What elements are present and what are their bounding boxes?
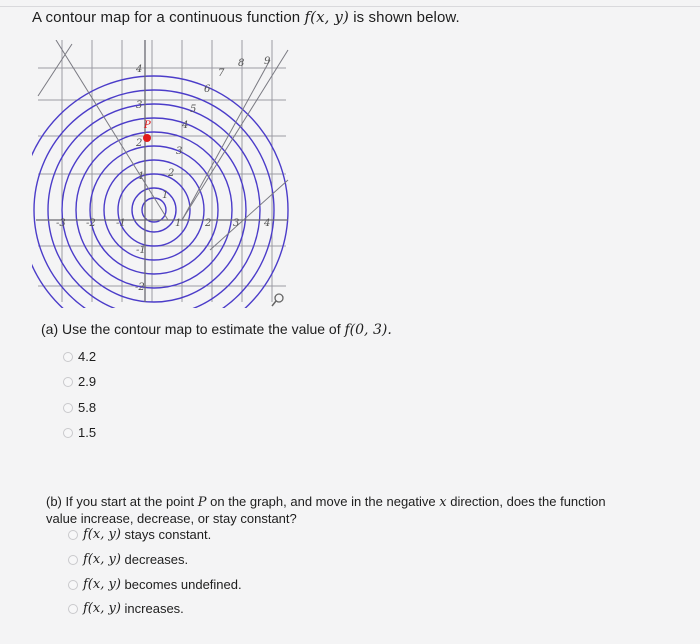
y-tick-3: 3 xyxy=(136,100,143,111)
contour-label-6: 6 xyxy=(204,84,211,95)
radio-button[interactable] xyxy=(68,530,78,540)
intro-suffix: is shown below. xyxy=(353,9,460,26)
radio-button[interactable] xyxy=(63,377,73,387)
question-a-prompt xyxy=(41,321,392,338)
option-b-2[interactable] xyxy=(68,552,188,567)
x-tick-neg1: -1 xyxy=(116,218,126,229)
y-tick-4: 4 xyxy=(136,64,143,75)
intro-lead: A contour map for a continuous function xyxy=(32,9,301,26)
intro-function: f(x, y) xyxy=(304,8,349,26)
radio-button[interactable] xyxy=(63,352,73,362)
contour-label-7: 7 xyxy=(218,68,225,79)
contour-label-5: 5 xyxy=(190,104,197,115)
option-b-3-label: becomes undefined. xyxy=(124,577,242,592)
x-tick-neg2: -2 xyxy=(86,218,96,229)
axes xyxy=(36,40,288,302)
point-p-marker xyxy=(143,134,151,142)
question-b-line-2: value increase, decrease, or stay constant? xyxy=(46,511,297,526)
contour-label-1: 1 xyxy=(162,190,169,201)
option-a-1-label: 4.2 xyxy=(78,349,97,364)
x-tick-1: 1 xyxy=(175,218,182,229)
option-a-1[interactable] xyxy=(63,349,96,364)
x-tick-neg3: -3 xyxy=(56,218,66,229)
option-a-2-label: 2.9 xyxy=(78,374,97,389)
y-tick-2: 2 xyxy=(136,138,143,149)
question-a-function: f(0, 3). xyxy=(344,322,392,338)
x-tick-3: 3 xyxy=(233,218,240,229)
option-b-3[interactable] xyxy=(68,577,242,592)
question-b-post: direction, does the function xyxy=(450,494,606,509)
option-b-2-label: decreases. xyxy=(124,552,189,567)
radio-button[interactable] xyxy=(68,604,78,614)
option-b-4-label: increases. xyxy=(124,601,184,616)
option-a-2[interactable] xyxy=(63,374,96,389)
question-b-x: x xyxy=(439,495,447,510)
contour-label-2: 2 xyxy=(168,168,175,179)
grid-lines xyxy=(38,40,286,302)
question-b-mid: on the graph, and move in the negative xyxy=(210,494,436,509)
y-tick-neg2: -2 xyxy=(135,282,145,293)
y-tick-1: 1 xyxy=(138,171,145,182)
option-a-3-label: 5.8 xyxy=(78,400,97,415)
question-b-line-1 xyxy=(46,494,606,511)
radio-button[interactable] xyxy=(63,428,73,438)
question-b-prompt xyxy=(46,494,606,527)
option-a-4[interactable] xyxy=(63,425,96,440)
option-b-1[interactable] xyxy=(68,527,211,542)
zoom-icon[interactable] xyxy=(270,292,286,308)
intro-text xyxy=(32,8,460,26)
top-divider xyxy=(0,6,700,7)
option-b-4-func: f(x, y) xyxy=(83,601,121,616)
point-p-label: P xyxy=(144,120,151,131)
option-a-3[interactable] xyxy=(63,400,96,415)
radio-button[interactable] xyxy=(68,580,78,590)
contour-label-8: 8 xyxy=(238,58,245,69)
option-b-1-label: stays constant. xyxy=(124,527,212,542)
option-a-4-label: 1.5 xyxy=(78,425,97,440)
x-tick-2: 2 xyxy=(205,218,212,229)
option-b-4[interactable] xyxy=(68,601,184,616)
option-b-2-func: f(x, y) xyxy=(83,552,121,567)
radio-button[interactable] xyxy=(68,555,78,565)
option-b-1-func: f(x, y) xyxy=(83,527,121,542)
radio-button[interactable] xyxy=(63,403,73,413)
option-b-3-func: f(x, y) xyxy=(83,577,121,592)
contour-label-9: 9 xyxy=(264,56,271,67)
question-b-pre: (b) If you start at the point xyxy=(46,494,195,509)
contour-label-3: 3 xyxy=(176,146,183,157)
contour-label-4: 4 xyxy=(182,120,189,131)
contour-map xyxy=(32,40,292,308)
question-b-point: P xyxy=(197,495,207,510)
y-tick-neg1: -1 xyxy=(136,245,146,256)
x-tick-4: 4 xyxy=(264,218,271,229)
question-a-text: (a) Use the contour map to estimate the value of xyxy=(41,321,341,337)
